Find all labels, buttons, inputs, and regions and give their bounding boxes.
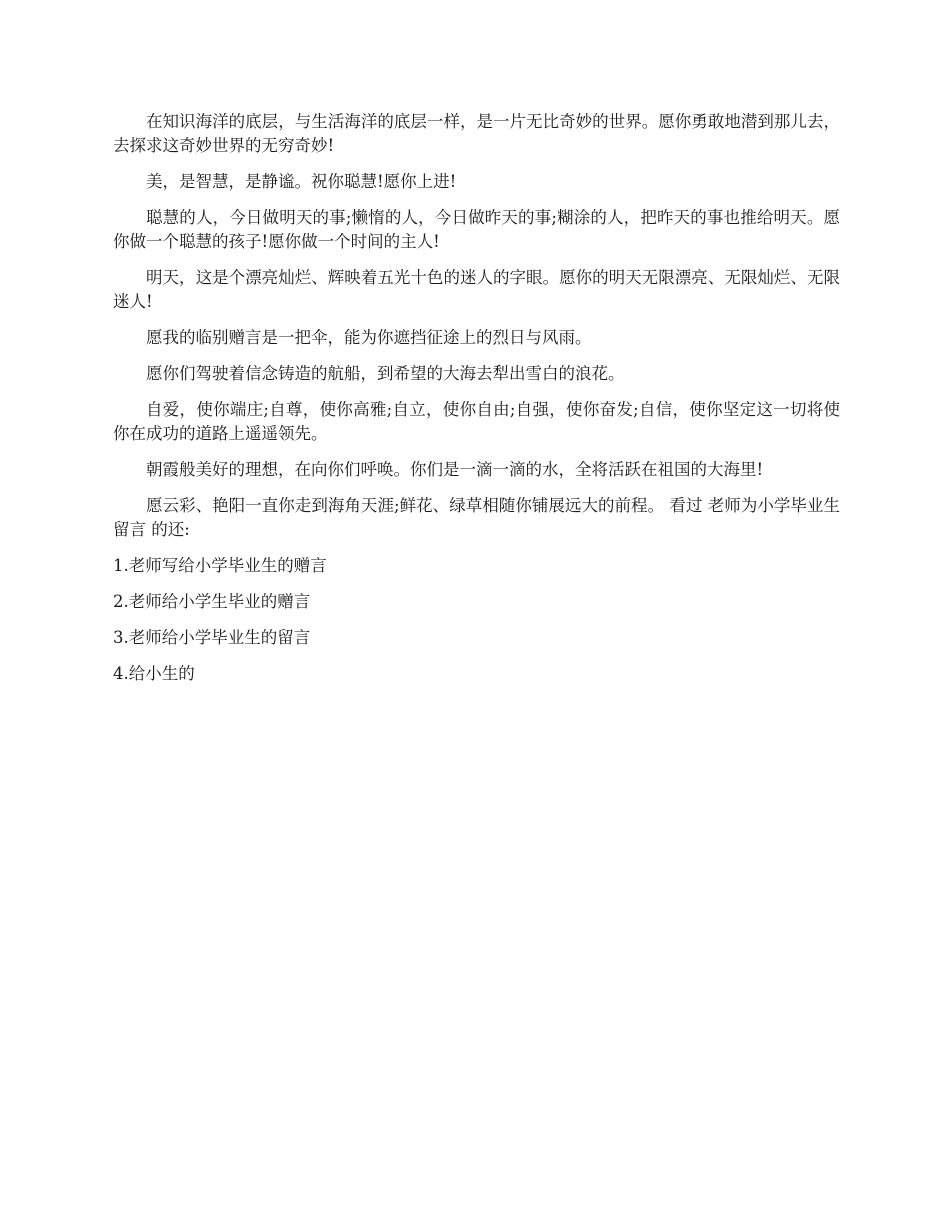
related-list-item: 1.老师写给小学毕业生的赠言 (113, 556, 327, 575)
document-page (113, 110, 840, 698)
related-list-item: 3.老师给小学毕业生的留言 (113, 628, 311, 647)
paragraph: 愿我的临别赠言是一把伞，能为你遮挡征途上的烈日与风雨。 (146, 328, 592, 347)
related-list-item: 2.老师给小学生毕业的赠言 (113, 592, 311, 611)
paragraph: 朝霞般美好的理想，在向你们呼唤。你们是一滴一滴的水，全将活跃在祖国的大海里! (146, 460, 764, 479)
paragraph: 愿你们驾驶着信念铸造的航船，到希望的大海去犁出雪白的浪花。 (146, 364, 625, 383)
paragraph: 在知识海洋的底层，与生活海洋的底层一样，是一片无比奇妙的世界。愿你勇敢地潜到那儿去，去探求这奇妙世界的无穷奇妙! (113, 112, 840, 155)
paragraph: 明天，这是个漂亮灿烂、辉映着五光十色的迷人的字眼。愿你的明天无限漂亮、无限灿烂、无限迷人! (113, 268, 840, 311)
related-list-item: 4.给小生的 (113, 664, 195, 683)
paragraph: 愿云彩、艳阳一直你走到海角天涯;鲜花、绿草相随你铺展远大的前程。 看过 老师为小学毕业生留言 的还: (113, 496, 840, 539)
related-list (113, 554, 840, 686)
paragraph: 聪慧的人，今日做明天的事;懒惰的人，今日做昨天的事;糊涂的人，把昨天的事也推给明天。愿你做一个聪慧的孩子!愿你做一个时间的主人! (113, 208, 840, 251)
paragraph: 美，是智慧，是静谧。祝你聪慧!愿你上进! (146, 172, 457, 191)
paragraph: 自爱，使你端庄;自尊，使你高雅;自立，使你自由;自强，使你奋发;自信，使你坚定这一切将使你在成功的道路上遥遥领先。 (113, 400, 840, 443)
